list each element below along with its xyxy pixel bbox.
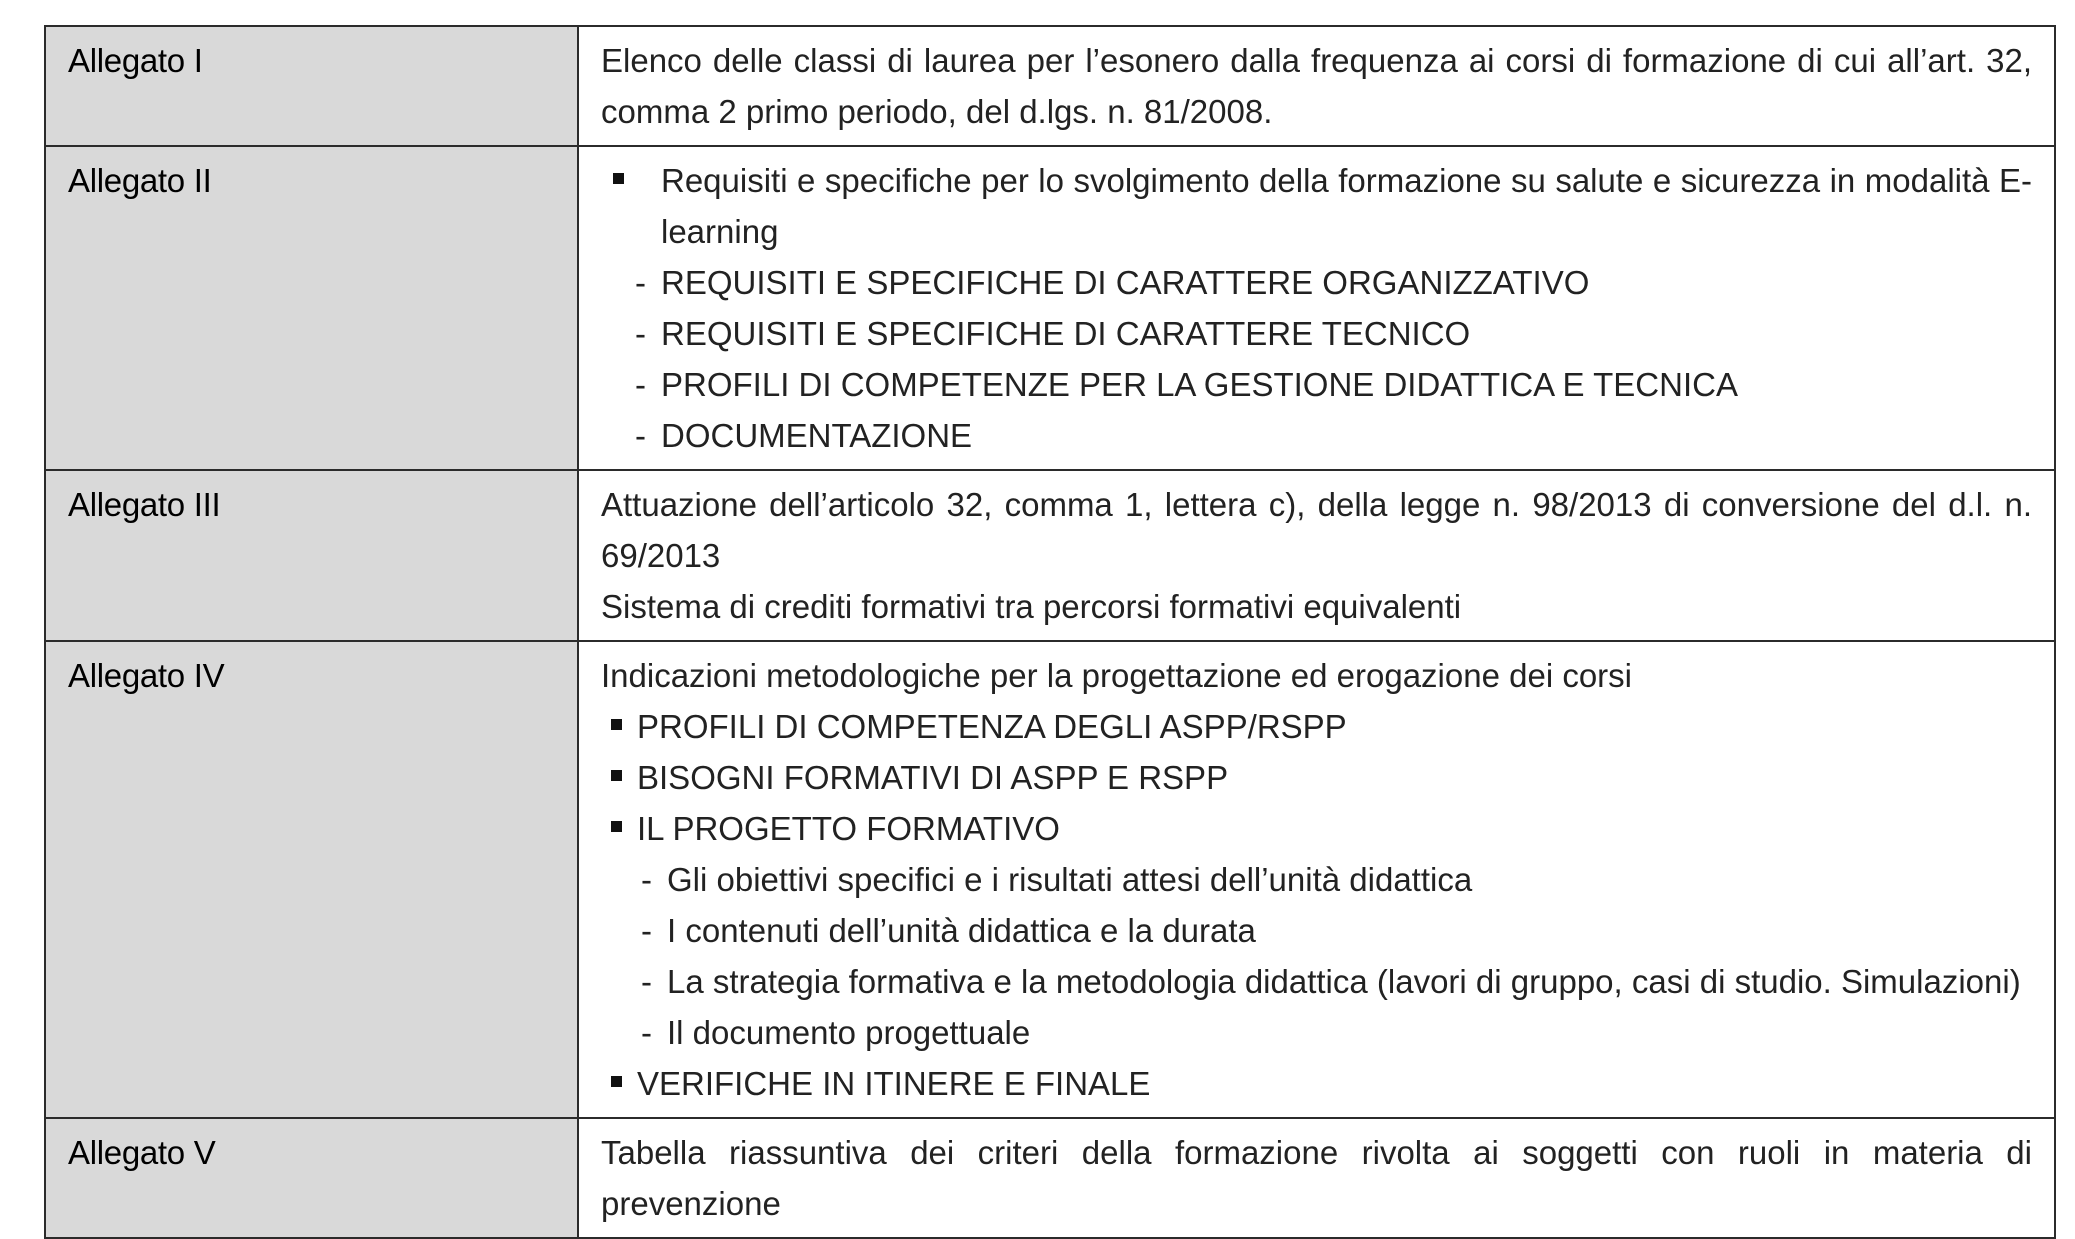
list-item	[601, 359, 2032, 410]
row-label: Allegato IV	[45, 641, 578, 1118]
list-item-text: DOCUMENTAZIONE	[661, 417, 973, 454]
list-item	[601, 854, 2032, 905]
list-item	[601, 803, 2032, 854]
table-row	[45, 146, 2055, 470]
dash-marker: -	[635, 264, 646, 301]
list-item	[601, 308, 2032, 359]
table-row	[45, 26, 2055, 146]
list-item-text: BISOGNI FORMATIVI DI ASPP E RSPP	[637, 759, 1229, 796]
dash-marker: -	[635, 417, 646, 454]
row-content	[578, 641, 2055, 1118]
list-item-text: La strategia formativa e la metodologia didattica (lavori di gruppo, casi di studio. Simulazioni)	[667, 963, 2021, 1000]
list-item	[601, 410, 2032, 461]
list-item-text: Requisiti e specifiche per lo svolgimento della formazione su salute e sicurezza in modalità E-learning	[661, 162, 2032, 250]
list-item-text: REQUISITI E SPECIFICHE DI CARATTERE ORGANIZZATIVO	[661, 264, 1590, 301]
list-item	[601, 155, 2032, 257]
list-item	[601, 956, 2032, 1007]
row-label: Allegato III	[45, 470, 578, 641]
list-item	[601, 701, 2032, 752]
table-row	[45, 1118, 2055, 1238]
allegati-table	[44, 25, 2056, 1239]
paragraph: Sistema di crediti formativi tra percorsi formativi equivalenti	[601, 588, 1462, 625]
list-item-text: Il documento progettuale	[667, 1014, 1031, 1051]
row-label: Allegato I	[45, 26, 578, 146]
dash-marker: -	[641, 912, 652, 949]
square-bullet-icon	[611, 719, 622, 730]
paragraph: Attuazione dell’articolo 32, comma 1, lettera c), della legge n. 98/2013 di conversione del d.l. n. 69/2013	[601, 486, 2032, 574]
dash-marker: -	[641, 861, 652, 898]
square-bullet-icon	[611, 770, 622, 781]
paragraph: Tabella riassuntiva dei criteri della formazione rivolta ai soggetti con ruoli in materia di prevenzione	[601, 1134, 2032, 1222]
list-item-text: PROFILI DI COMPETENZA DEGLI ASPP/RSPP	[637, 708, 1347, 745]
dash-marker: -	[635, 366, 646, 403]
table-row	[45, 470, 2055, 641]
list-item	[601, 1058, 2032, 1109]
row-content	[578, 146, 2055, 470]
paragraph: Elenco delle classi di laurea per l’esonero dalla frequenza ai corsi di formazione di cui all’art. 32, comma 2 primo periodo, del d.lgs. n. 81/2008.	[601, 42, 2032, 130]
list-item-text: REQUISITI E SPECIFICHE DI CARATTERE TECNICO	[661, 315, 1471, 352]
table-row	[45, 641, 2055, 1118]
paragraph: Indicazioni metodologiche per la progettazione ed erogazione dei corsi	[601, 657, 1632, 694]
list-item	[601, 1007, 2032, 1058]
square-bullet-icon	[613, 173, 624, 184]
dash-marker: -	[635, 315, 646, 352]
square-bullet-icon	[611, 821, 622, 832]
row-content	[578, 26, 2055, 146]
list-item-text: VERIFICHE IN ITINERE E FINALE	[637, 1065, 1151, 1102]
row-content	[578, 1118, 2055, 1238]
dash-marker: -	[641, 963, 652, 1000]
list-item	[601, 752, 2032, 803]
row-content	[578, 470, 2055, 641]
list-item-text: Gli obiettivi specifici e i risultati attesi dell’unità didattica	[667, 861, 1473, 898]
list-item-text: I contenuti dell’unità didattica e la durata	[667, 912, 1256, 949]
row-label: Allegato V	[45, 1118, 578, 1238]
list-item	[601, 905, 2032, 956]
dash-marker: -	[641, 1014, 652, 1051]
list-item	[601, 257, 2032, 308]
list-item-text: PROFILI DI COMPETENZE PER LA GESTIONE DIDATTICA E TECNICA	[661, 366, 1738, 403]
list-item-text: IL PROGETTO FORMATIVO	[637, 810, 1060, 847]
row-label: Allegato II	[45, 146, 578, 470]
square-bullet-icon	[611, 1076, 622, 1087]
